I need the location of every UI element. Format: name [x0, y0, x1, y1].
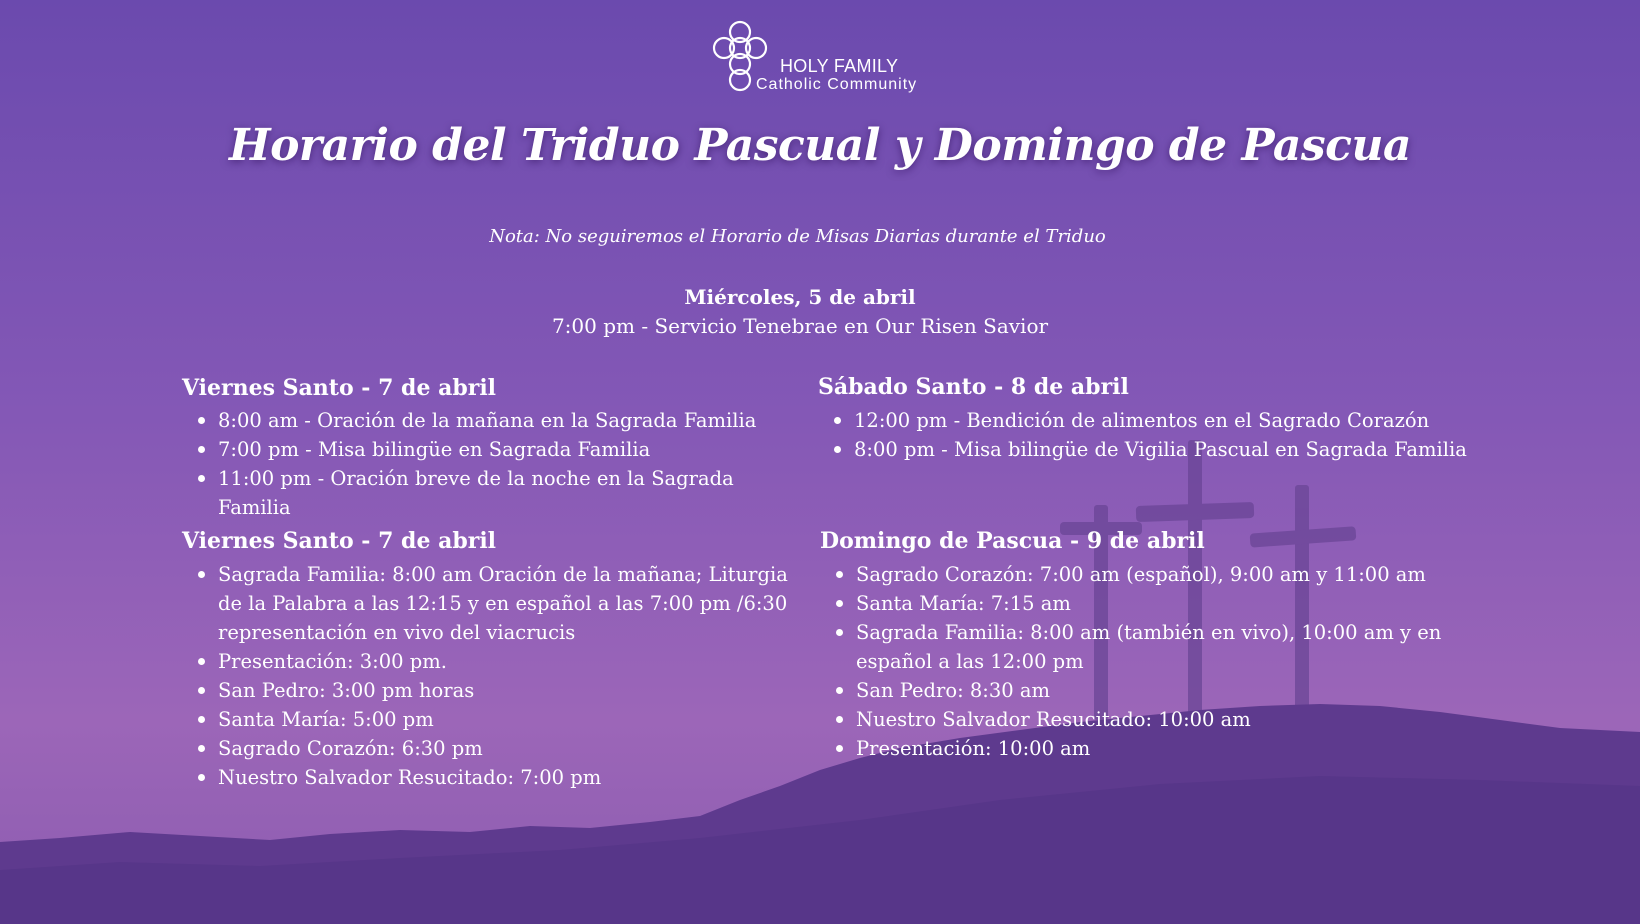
list-item: San Pedro: 8:30 am	[820, 676, 1510, 705]
list-item: 12:00 pm - Bendición de alimentos en el Sagrado Corazón	[818, 406, 1558, 435]
list-item: Nuestro Salvador Resucitado: 7:00 pm	[182, 763, 802, 792]
wednesday-heading: Miércoles, 5 de abril	[684, 285, 916, 309]
list-item: Santa María: 5:00 pm	[182, 705, 802, 734]
list-item: Sagrada Familia: 8:00 am (también en vivo), 10:00 am y en español a las 12:00 pm	[820, 618, 1510, 676]
note-text: Nota: No seguiremos el Horario de Misas Diarias durante el Triduo	[489, 226, 1106, 247]
list-item: Presentación: 10:00 am	[820, 734, 1510, 763]
list-item: Sagrada Familia: 8:00 am Oración de la mañana; Liturgia de la Palabra a las 12:15 y en español a las 7:00 pm /6:30 representación en vivo del viacrucis	[182, 560, 802, 647]
list-item: 7:00 pm - Misa bilingüe en Sagrada Familia	[182, 435, 802, 464]
list-item: Sagrado Corazón: 6:30 pm	[182, 734, 802, 763]
section-heading: Domingo de Pascua - 9 de abril	[820, 528, 1205, 554]
schedule-list	[182, 560, 802, 792]
section-heading: Sábado Santo - 8 de abril	[818, 374, 1129, 400]
list-item: Sagrado Corazón: 7:00 am (español), 9:00 am y 11:00 am	[820, 560, 1510, 589]
page-title: Horario del Triduo Pascual y Domingo de Pascua	[229, 120, 1411, 171]
schedule-list	[818, 406, 1558, 464]
list-item: San Pedro: 3:00 pm horas	[182, 676, 802, 705]
logo	[712, 20, 932, 98]
schedule-list	[182, 406, 802, 522]
list-item: Santa María: 7:15 am	[820, 589, 1510, 618]
schedule-list	[820, 560, 1510, 763]
list-item: 11:00 pm - Oración breve de la noche en la Sagrada Familia	[182, 464, 802, 522]
list-item: 8:00 am - Oración de la mañana en la Sagrada Familia	[182, 406, 802, 435]
section-heading: Viernes Santo - 7 de abril	[182, 375, 497, 401]
logo-line-2: Catholic Community	[756, 76, 918, 93]
list-item: Presentación: 3:00 pm.	[182, 647, 802, 676]
section-heading: Viernes Santo - 7 de abril	[182, 528, 497, 554]
wednesday-service: 7:00 pm - Servicio Tenebrae en Our Risen Savior	[551, 314, 1049, 338]
list-item: Nuestro Salvador Resucitado: 10:00 am	[820, 705, 1510, 734]
list-item: 8:00 pm - Misa bilingüe de Vigilia Pascual en Sagrada Familia	[818, 435, 1558, 464]
logo-line-1: HOLY FAMILY	[780, 56, 899, 76]
